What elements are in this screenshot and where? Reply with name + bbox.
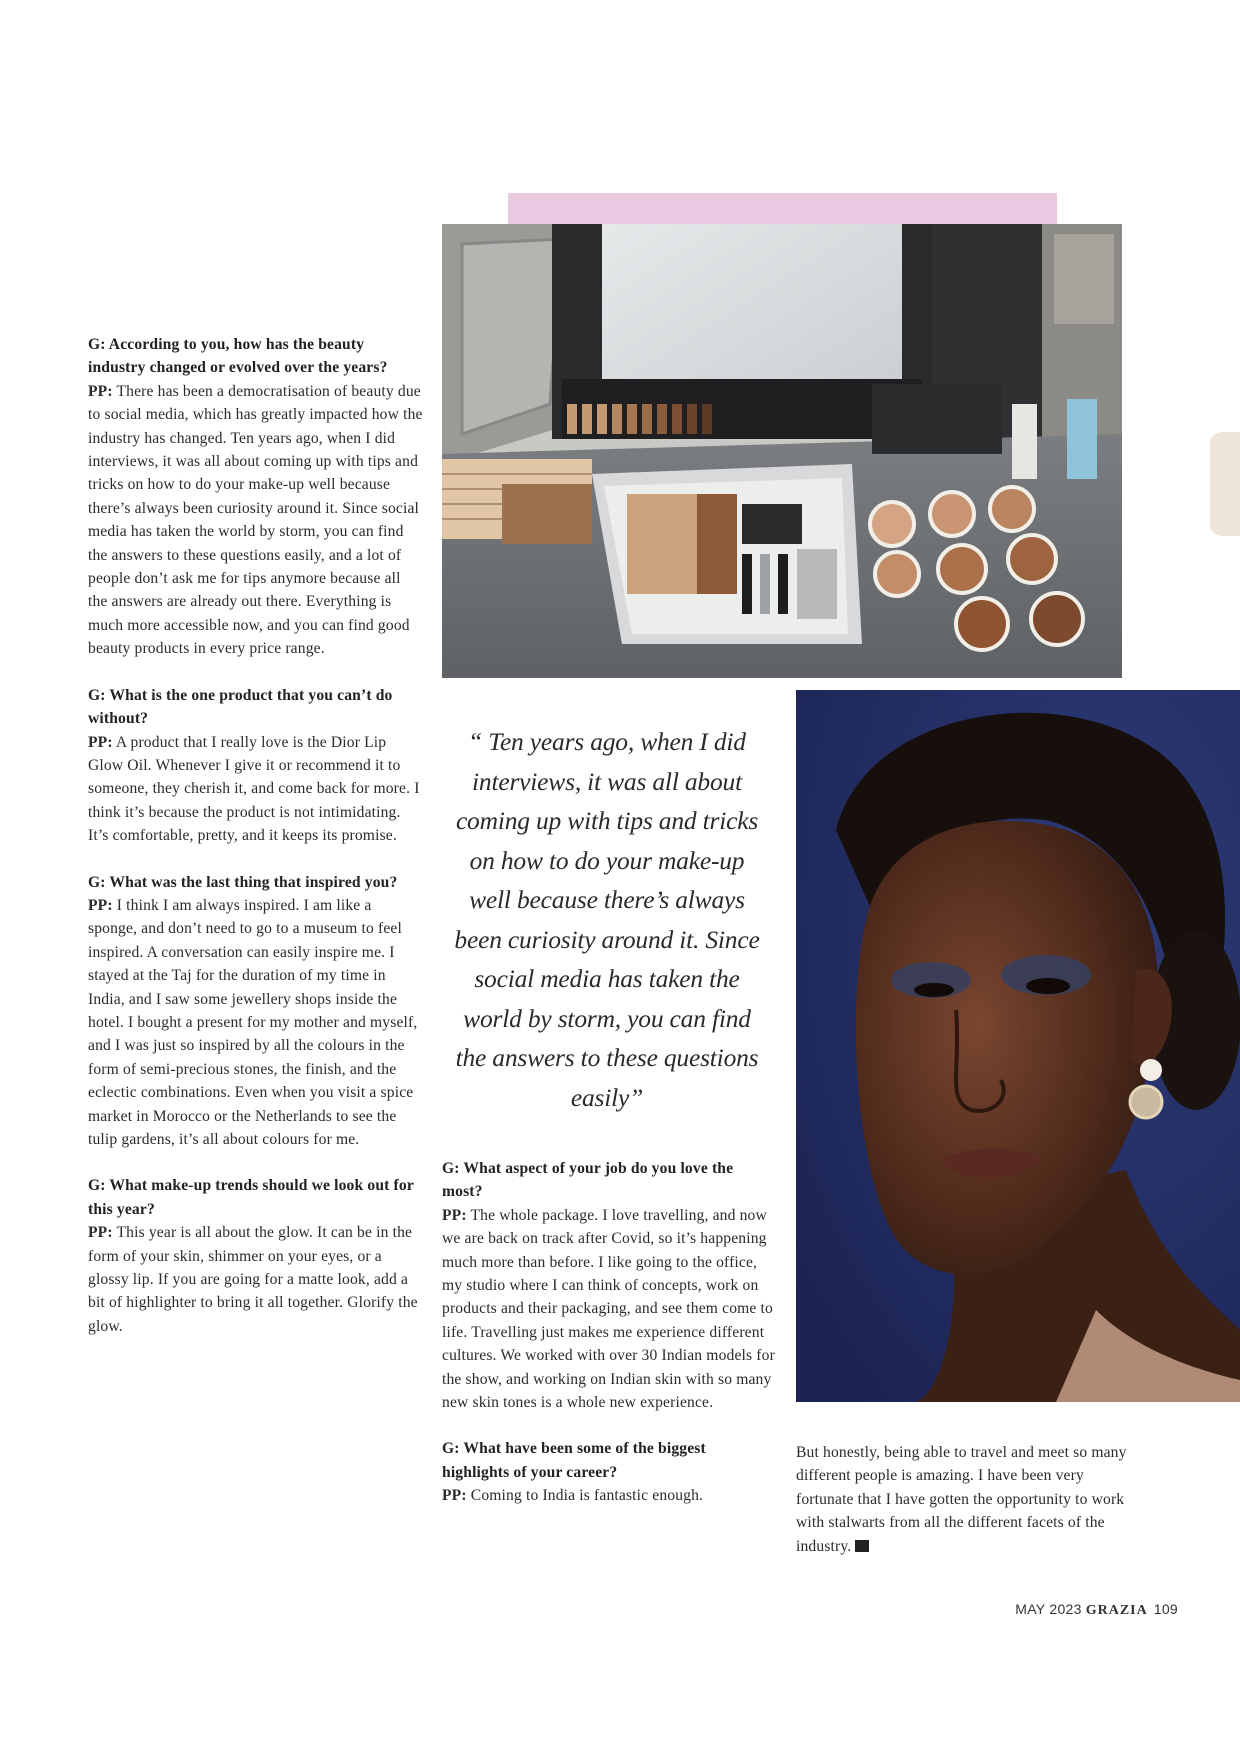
answer-text: A product that I really love is the Dior Lip Glow Oil. Whenever I give it or recommend it to someone, they cherish it, and come back for more. I think it’s because the product is not intimidating. It’s comfortable, pretty, and it keeps its promise. xyxy=(88,733,420,845)
answer xyxy=(88,380,423,661)
qa-block xyxy=(442,1437,777,1507)
answer-text: There has been a democratisation of beauty due to social media, which has greatly impacted how the industry has changed. Ten years ago, when I did interviews, it was all about coming up with tips and tricks on how to do your make-up well because there’s always been curiosity around it. Since social media has taken the world by storm, you can find the answers to these questions easily, and a lot of people don’t ask me for tips anymore because all the answers are already out there. Everything is much more accessible now, and you can find good beauty products in every price range. xyxy=(88,382,423,658)
article-column-1 xyxy=(88,333,423,1361)
article-column-3 xyxy=(796,1441,1136,1558)
speaker-label: PP: xyxy=(88,733,113,751)
article-column-2 xyxy=(442,1157,777,1531)
qa-block xyxy=(88,684,423,848)
magazine-brand: GRAZIA xyxy=(1085,1603,1148,1618)
answer xyxy=(88,731,423,848)
answer-text: The whole package. I love travelling, and now we are back on track after Covid, so it’s happening much more than before. I like going to the office, my studio where I can think of concepts, work on products and their packaging, and see them come to life. Travelling just makes me experience different cultures. We worked with over 30 Indian models for the show, and working on Indian skin with so many new skin tones is a whole new experience. xyxy=(442,1206,775,1412)
issue-date: MAY 2023 xyxy=(1015,1601,1082,1617)
model-portrait-photo xyxy=(796,690,1240,1402)
closing-text: But honestly, being able to travel and meet so many different people is amazing. I have been very fortunate that I have gotten the opportunity to work with stalwarts from all the different facets of the industry. xyxy=(796,1444,1127,1555)
answer xyxy=(442,1204,777,1415)
closing-paragraph xyxy=(796,1441,1136,1558)
page-number: 109 xyxy=(1153,1601,1178,1617)
answer xyxy=(88,1221,423,1338)
speaker-label: PP: xyxy=(442,1206,467,1224)
speaker-label: PP: xyxy=(88,382,113,400)
answer-text: This year is all about the glow. It can be in the form of your skin, shimmer on your eyes, or a glossy lip. If you are going for a matte look, add a bit of highlighter to bring it all together. Glorify the glow. xyxy=(88,1224,418,1335)
makeup-products-photo xyxy=(442,224,1122,678)
answer-text: I think I am always inspired. I am like a sponge, and don’t need to go to a museum to feel inspired. A conversation can easily inspire me. I stayed at the Taj for the duration of my time in India, and I saw some jewellery shops inside the hotel. I bought a present for my mother and myself, and I was just so inspired by all the colours in the form of semi-precious stones, the finish, and the eclectic combinations. Even when you visit a spice market in Morocco or the Netherlands to see the tulip gardens, it’s all about colours for me. xyxy=(88,896,418,1148)
question: G: What have been some of the biggest highlights of your career? xyxy=(442,1440,706,1481)
pull-quote: “ Ten years ago, when I did interviews, it was all about coming up with tips and tricks on how to do your make-up well because there’s always been curiosity around it. Since social media has taken the world by storm, you can find the answers to these questions easily” xyxy=(454,727,760,1112)
qa-block xyxy=(442,1157,777,1414)
question: G: What make-up trends should we look out for this year? xyxy=(88,1177,414,1218)
question: G: According to you, how has the beauty industry changed or evolved over the years? xyxy=(88,336,388,377)
answer xyxy=(442,1484,777,1507)
speaker-label: PP: xyxy=(442,1487,467,1505)
question: G: What is the one product that you can’t do without? xyxy=(88,686,393,728)
question: G: What aspect of your job do you love the most? xyxy=(442,1160,734,1201)
question: G: What was the last thing that inspired you? xyxy=(88,873,398,891)
answer xyxy=(88,894,423,1151)
page-edge-tab xyxy=(1210,432,1240,536)
qa-block xyxy=(88,1174,423,1338)
speaker-label: PP: xyxy=(88,1224,113,1242)
qa-block xyxy=(88,333,423,661)
end-of-article-icon xyxy=(855,1540,869,1552)
qa-block xyxy=(88,871,423,1152)
answer-text: Coming to India is fantastic enough. xyxy=(470,1487,704,1505)
page-footer xyxy=(1015,1601,1178,1619)
accent-bar xyxy=(508,193,1057,225)
speaker-label: PP: xyxy=(88,896,113,914)
